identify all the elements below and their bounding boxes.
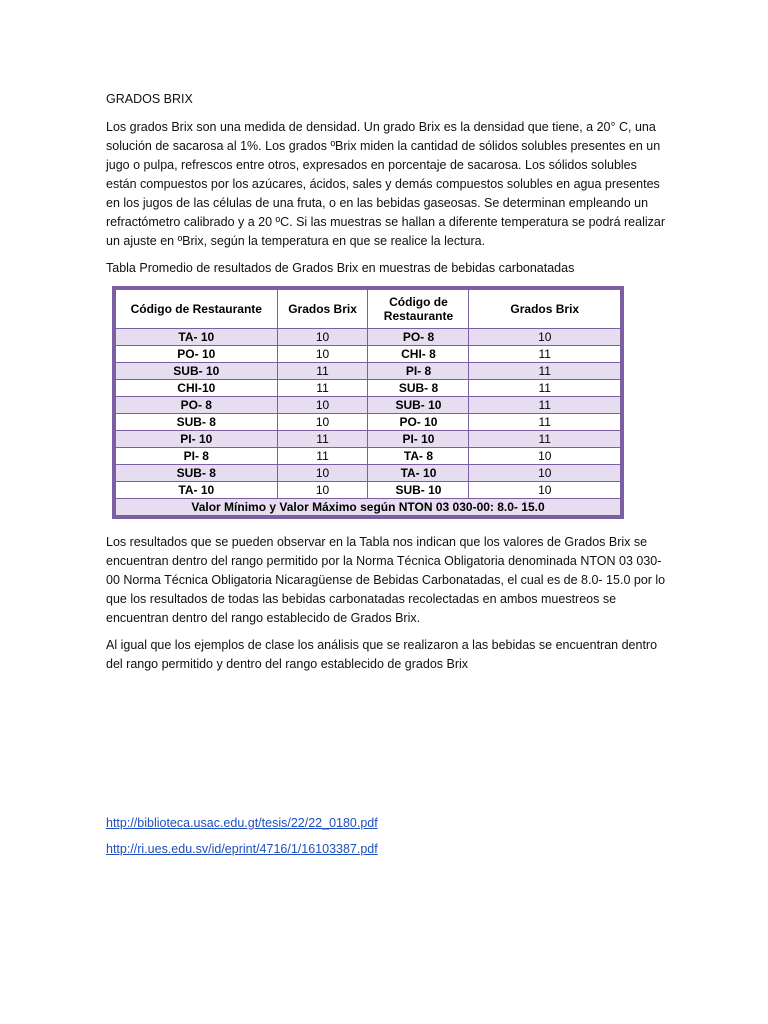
cell-brix-a: 10 xyxy=(277,414,368,431)
table-row xyxy=(116,397,621,414)
cell-brix-a: 10 xyxy=(277,397,368,414)
cell-codigo-a: PI- 10 xyxy=(116,431,278,448)
table-row xyxy=(116,482,621,499)
table-row xyxy=(116,414,621,431)
cell-brix-a: 10 xyxy=(277,465,368,482)
cell-codigo-a: TA- 10 xyxy=(116,482,278,499)
header-grados-1: Grados Brix xyxy=(277,290,368,329)
table-footer-note: Valor Mínimo y Valor Máximo según NTON 03 030-00: 8.0- 15.0 xyxy=(116,499,621,516)
header-codigo-2: Código de Restaurante xyxy=(368,290,469,329)
cell-brix-b: 11 xyxy=(469,363,621,380)
results-paragraph: Los resultados que se pueden observar en la Tabla nos indican que los valores de Grados Brix se encuentran dentro del rango permitido por la Norma Técnica Obligatoria denominada NTON 03 030-00 Norma Técnica Obligatoria Nicaragüense de Bebidas Carbonatadas, el cual es de 8.0- 15.0 por lo que los resultados de todas las bebidas carbonatadas recolectadas en ambos muestreos se encuentran dentro del rango establecido de Grados Brix. xyxy=(106,535,666,625)
cell-codigo-b: SUB- 8 xyxy=(368,380,469,397)
cell-codigo-a: PO- 8 xyxy=(116,397,278,414)
table-row xyxy=(116,346,621,363)
table-row xyxy=(116,380,621,397)
table-body xyxy=(116,329,621,516)
reference-link-ues[interactable]: http://ri.ues.edu.sv/id/eprint/4716/1/16103387.pdf xyxy=(106,842,378,856)
table-row xyxy=(116,363,621,380)
cell-codigo-a: CHI-10 xyxy=(116,380,278,397)
cell-codigo-b: TA- 10 xyxy=(368,465,469,482)
cell-brix-b: 11 xyxy=(469,414,621,431)
intro-paragraph: Los grados Brix son una medida de densidad. Un grado Brix es la densidad que tiene, a 20° C, una solución de sacarosa al 1%. Los grados ºBrix miden la cantidad de sólidos solubles presentes en un jugo o pulpa, refrescos entre otros, expresados en porcentaje de sacarosa. Los sólidos solubles están compuestos por los azúcares, ácidos, sales y demás compuestos solubles en agua presentes en los jugos de las células de una fruta, o en las bebidas gaseosas. Se determinan empleando un refractómetro calibrado y a 20 ºC. Si las muestras se hallan a diferente temperatura se podrá realizar un ajuste en ºBrix, según la temperatura en que se realice la lectura. xyxy=(106,120,666,248)
cell-codigo-b: PO- 8 xyxy=(368,329,469,346)
cell-codigo-b: PI- 10 xyxy=(368,431,469,448)
cell-brix-b: 10 xyxy=(469,329,621,346)
reference-link-usac[interactable]: http://biblioteca.usac.edu.gt/tesis/22/22_0180.pdf xyxy=(106,816,378,830)
cell-brix-b: 10 xyxy=(469,448,621,465)
cell-codigo-b: PO- 10 xyxy=(368,414,469,431)
brix-table xyxy=(115,289,621,516)
table-row xyxy=(116,448,621,465)
cell-brix-b: 10 xyxy=(469,465,621,482)
cell-codigo-b: SUB- 10 xyxy=(368,482,469,499)
header-codigo-1: Código de Restaurante xyxy=(116,290,278,329)
cell-brix-b: 11 xyxy=(469,397,621,414)
cell-codigo-b: CHI- 8 xyxy=(368,346,469,363)
cell-codigo-a: PI- 8 xyxy=(116,448,278,465)
cell-brix-a: 11 xyxy=(277,448,368,465)
cell-codigo-a: TA- 10 xyxy=(116,329,278,346)
cell-brix-a: 10 xyxy=(277,346,368,363)
cell-codigo-b: TA- 8 xyxy=(368,448,469,465)
document-title: GRADOS BRIX xyxy=(106,92,193,106)
cell-codigo-a: SUB- 10 xyxy=(116,363,278,380)
header-grados-2: Grados Brix xyxy=(469,290,621,329)
cell-codigo-b: PI- 8 xyxy=(368,363,469,380)
cell-brix-b: 11 xyxy=(469,380,621,397)
cell-brix-a: 10 xyxy=(277,482,368,499)
reference-links xyxy=(106,816,378,868)
table-caption: Tabla Promedio de resultados de Grados Brix en muestras de bebidas carbonatadas xyxy=(106,261,575,275)
table-row xyxy=(116,465,621,482)
cell-brix-b: 11 xyxy=(469,431,621,448)
table-row xyxy=(116,329,621,346)
cell-brix-a: 11 xyxy=(277,431,368,448)
cell-codigo-a: SUB- 8 xyxy=(116,465,278,482)
cell-codigo-a: PO- 10 xyxy=(116,346,278,363)
conclusion-paragraph: Al igual que los ejemplos de clase los análisis que se realizaron a las bebidas se encuentran dentro del rango permitido y dentro del rango establecido de grados Brix xyxy=(106,638,658,671)
cell-brix-b: 10 xyxy=(469,482,621,499)
table-row xyxy=(116,431,621,448)
document-page xyxy=(106,92,666,682)
cell-brix-a: 10 xyxy=(277,329,368,346)
table-footer-row xyxy=(116,499,621,516)
cell-brix-a: 11 xyxy=(277,363,368,380)
table-header-row xyxy=(116,290,621,329)
cell-brix-a: 11 xyxy=(277,380,368,397)
brix-table-frame xyxy=(112,286,624,519)
cell-codigo-a: SUB- 8 xyxy=(116,414,278,431)
cell-codigo-b: SUB- 10 xyxy=(368,397,469,414)
cell-brix-b: 11 xyxy=(469,346,621,363)
